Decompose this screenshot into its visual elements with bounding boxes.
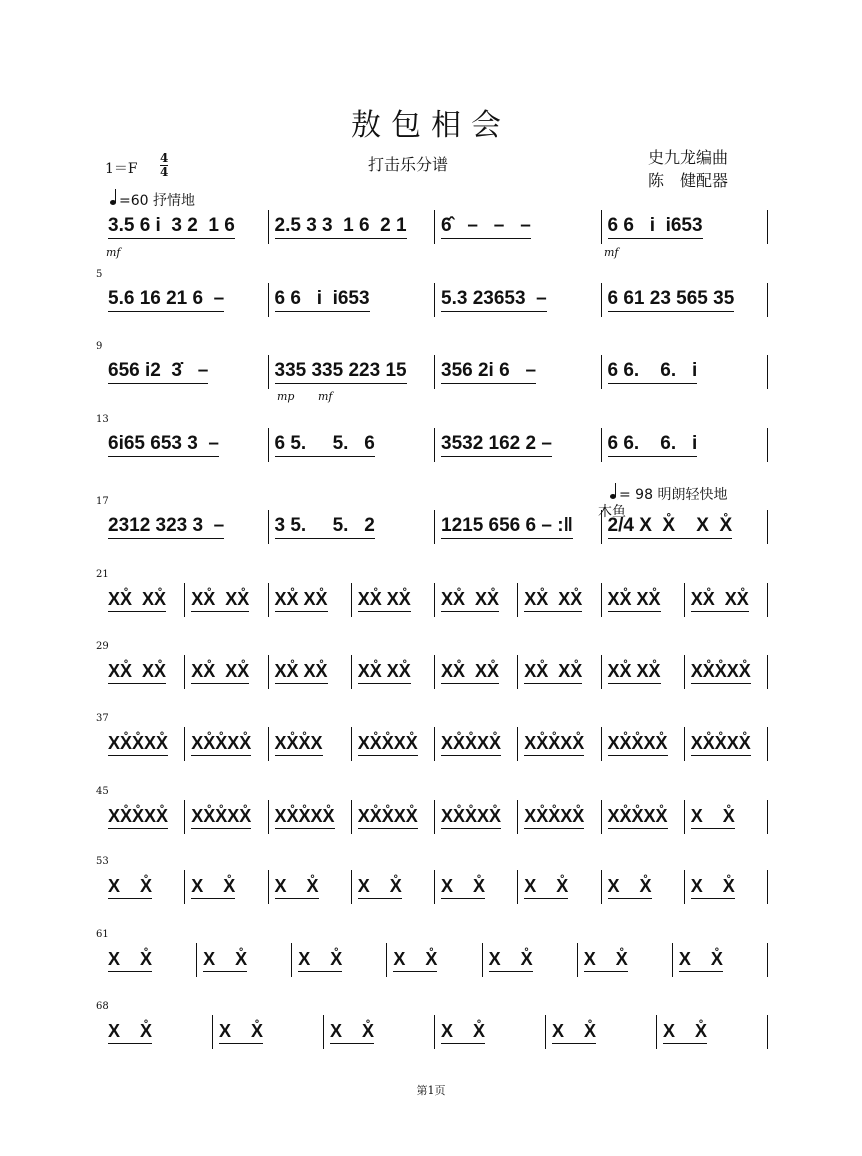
measure [108, 727, 185, 761]
measure-notes: XX̊X̊XX̊ [691, 733, 751, 756]
measure-notes: 5.3 23653 – [441, 288, 547, 312]
measure [108, 583, 185, 617]
measure-notes: XX̊X̊XX̊ [441, 806, 501, 829]
measure-notes: 3.5 6 i 3 2 1 6 [108, 215, 235, 239]
measure [435, 583, 518, 617]
quarter-note-icon [610, 494, 616, 499]
measure [108, 870, 185, 904]
measure-notes: 6 6. 6. i [608, 360, 698, 384]
measure-notes: XX̊ XX̊ [441, 661, 499, 684]
measure-number: 68 [96, 1001, 109, 1012]
score-system [108, 1015, 768, 1049]
measure-notes: X X̊ [552, 1021, 596, 1044]
measure [269, 355, 436, 389]
measure [213, 1015, 324, 1049]
measure-notes: XX̊X̊X [275, 733, 323, 756]
measure [602, 800, 685, 834]
measure-notes: XX̊ XX̊ [441, 589, 499, 612]
measure [602, 727, 685, 761]
measure [108, 800, 185, 834]
measure-notes: XX̊ XX̊ [358, 589, 411, 612]
score-system [108, 428, 768, 462]
measure [269, 870, 352, 904]
measure [108, 210, 269, 244]
measure [518, 583, 601, 617]
measure-notes: X X̊ [679, 949, 723, 972]
measure-notes: X X̊ [191, 876, 235, 899]
time-bottom: 4 [160, 165, 169, 179]
measure-number: 61 [96, 929, 109, 940]
measure-number: 13 [96, 414, 109, 425]
measure-number: 29 [96, 641, 109, 652]
measure [269, 655, 352, 689]
dynamic-mark: mf [318, 390, 333, 403]
page-number: 第1页 [416, 1084, 446, 1097]
measure [108, 355, 269, 389]
measure [108, 943, 197, 977]
measure [185, 870, 268, 904]
measure-notes: 3 5. 5. 2 [275, 515, 375, 539]
measure [435, 428, 602, 462]
measure [518, 655, 601, 689]
measure-notes: XX̊X̊XX̊ [691, 661, 751, 684]
measure-notes: 3532 162 2 – [441, 433, 552, 457]
measure-notes: X X̊ [691, 806, 735, 829]
measure [324, 1015, 435, 1049]
measure [435, 283, 602, 317]
measure-notes: XX̊X̊XX̊ [524, 733, 584, 756]
measure-notes: X X̊ [358, 876, 402, 899]
measure-notes: X X̊ [524, 876, 568, 899]
measure-notes: 5.6 16 21 6 – [108, 288, 224, 312]
measure [352, 583, 435, 617]
measure [685, 870, 768, 904]
measure-notes: 2312 323 3 – [108, 515, 224, 539]
measure-notes: 656 i2 3̇ – [108, 360, 208, 384]
score-system [108, 943, 768, 977]
measure-notes: 6 6. 6. i [608, 433, 698, 457]
measure-number: 53 [96, 856, 109, 867]
measure-notes: X X̊ [663, 1021, 707, 1044]
measure-number: 17 [96, 496, 109, 507]
measure-notes: 6 61 23 565 35 [608, 288, 735, 312]
measure-notes: XX̊ XX̊ [191, 589, 249, 612]
measure [269, 283, 436, 317]
measure [435, 870, 518, 904]
measure-notes: XX̊X̊XX̊ [441, 733, 501, 756]
measure-notes: X X̊ [108, 1021, 152, 1044]
score-system [108, 800, 768, 834]
measure [352, 655, 435, 689]
measure [546, 1015, 657, 1049]
composer: 史九龙编曲 [648, 148, 729, 167]
measure [269, 510, 436, 544]
measure-notes: X X̊ [108, 876, 152, 899]
measure [352, 800, 435, 834]
measure-notes: XX̊ XX̊ [275, 661, 328, 684]
measure-notes: X X̊ [330, 1021, 374, 1044]
measure-notes: X X̊ [275, 876, 319, 899]
measure-notes: XX̊ XX̊ [358, 661, 411, 684]
measure [602, 655, 685, 689]
measure-notes: XX̊X̊XX̊ [275, 806, 335, 829]
measure-notes: XX̊ XX̊ [191, 661, 249, 684]
measure [657, 1015, 768, 1049]
measure-notes: XX̊X̊XX̊ [358, 806, 418, 829]
score-subtitle: 打击乐分谱 [368, 155, 449, 174]
measure [483, 943, 578, 977]
arranger: 陈 健配器 [648, 171, 729, 190]
measure [185, 583, 268, 617]
measure-notes: X X̊ [203, 949, 247, 972]
measure [602, 210, 769, 244]
measure [185, 655, 268, 689]
measure-notes: X X̊ [691, 876, 735, 899]
measure-notes: 6 6 i i653 [608, 215, 703, 239]
measure [435, 800, 518, 834]
score-system [108, 727, 768, 761]
measure [518, 727, 601, 761]
measure [435, 210, 602, 244]
measure [269, 727, 352, 761]
measure [685, 727, 768, 761]
measure-notes: XX̊ XX̊ [691, 589, 749, 612]
measure [602, 510, 769, 544]
measure [602, 283, 769, 317]
measure [108, 283, 269, 317]
measure [602, 355, 769, 389]
dynamic-mark: mf [604, 246, 619, 259]
quarter-note-icon [110, 200, 116, 205]
measure [197, 943, 292, 977]
measure-notes: X X̊ [441, 876, 485, 899]
measure-notes: XX̊X̊XX̊ [191, 806, 251, 829]
measure [185, 800, 268, 834]
measure-notes: XX̊ XX̊ [524, 661, 582, 684]
measure-notes: X X̊ [584, 949, 628, 972]
score-system [108, 355, 768, 389]
measure-notes: XX̊ XX̊ [524, 589, 582, 612]
measure [518, 800, 601, 834]
measure [435, 1015, 546, 1049]
tempo-text: = 98 明朗轻快地 [619, 487, 728, 503]
measure-notes: 6 5. 5. 6 [275, 433, 375, 457]
measure-notes: XX̊X̊XX̊ [524, 806, 584, 829]
measure-notes: X X̊ [441, 1021, 485, 1044]
measure [108, 510, 269, 544]
measure [269, 428, 436, 462]
measure [602, 428, 769, 462]
measure-notes: XX̊ XX̊ [108, 589, 166, 612]
measure-notes: X X̊ [608, 876, 652, 899]
measure-number: 45 [96, 786, 109, 797]
score-system [108, 210, 768, 244]
tempo-marking [110, 190, 195, 210]
measure-notes: 356 2i 6 – [441, 360, 536, 384]
measure [387, 943, 482, 977]
measure [269, 800, 352, 834]
tempo-marking-2 [610, 484, 727, 504]
measure-notes: XX̊X̊XX̊ [358, 733, 418, 756]
measure-notes: X X̊ [298, 949, 342, 972]
tempo-text: =60 抒情地 [119, 193, 195, 209]
measure-notes: 6̂ – – – [441, 215, 531, 239]
score-system [108, 510, 768, 544]
measure-notes: 6 6 i i653 [275, 288, 370, 312]
measure-notes: XX̊X̊XX̊ [191, 733, 251, 756]
measure [352, 870, 435, 904]
measure [578, 943, 673, 977]
measure [108, 1015, 213, 1049]
measure-number: 5 [96, 269, 103, 280]
measure-notes: XX̊ XX̊ [108, 661, 166, 684]
dynamic-mark: mf [106, 246, 121, 259]
measure [435, 355, 602, 389]
measure-notes: X X̊ [489, 949, 533, 972]
measure [685, 583, 768, 617]
measure-notes: XX̊X̊XX̊ [608, 733, 668, 756]
measure-notes: XX̊ XX̊ [608, 661, 661, 684]
measure-notes: 335 335 223 15 [275, 360, 407, 384]
measure-notes: XX̊X̊XX̊ [108, 806, 168, 829]
measure-notes: 2/4 X X̊ X X̊ [608, 515, 733, 539]
measure-notes: XX̊X̊XX̊ [108, 733, 168, 756]
score-system [108, 655, 768, 689]
measure-notes: 2.5 3 3 1 6 2 1 [275, 215, 407, 239]
measure-number: 37 [96, 713, 109, 724]
measure-notes: XX̊ XX̊ [275, 589, 328, 612]
measure [108, 655, 185, 689]
measure [269, 583, 352, 617]
measure-notes: X X̊ [219, 1021, 263, 1044]
score-system [108, 283, 768, 317]
measure-notes: XX̊ XX̊ [608, 589, 661, 612]
time-top: 4 [160, 151, 169, 165]
measure-notes: 1215 656 6 – :‖ [441, 515, 573, 539]
measure [673, 943, 768, 977]
measure [292, 943, 387, 977]
measure [685, 800, 768, 834]
measure-notes: X X̊ [108, 949, 152, 972]
score-title: 敖包相会 [351, 108, 511, 143]
measure [602, 870, 685, 904]
score-system [108, 583, 768, 617]
time-signature [160, 152, 168, 179]
measure [185, 727, 268, 761]
measure [685, 655, 768, 689]
score-system [108, 870, 768, 904]
dynamic-mark: mp [277, 390, 295, 403]
measure [435, 727, 518, 761]
measure [352, 727, 435, 761]
measure-notes: XX̊X̊XX̊ [608, 806, 668, 829]
credits [648, 146, 728, 192]
measure [435, 510, 602, 544]
measure-number: 9 [96, 341, 103, 352]
measure-notes: X X̊ [393, 949, 437, 972]
measure [435, 655, 518, 689]
measure [602, 583, 685, 617]
measure [518, 870, 601, 904]
instrument-label: 木鱼 [598, 504, 626, 520]
measure [108, 428, 269, 462]
measure [269, 210, 436, 244]
measure-notes: 6i65 653 3 – [108, 433, 219, 457]
key-signature: 1＝F [105, 161, 138, 177]
measure-number: 21 [96, 569, 109, 580]
